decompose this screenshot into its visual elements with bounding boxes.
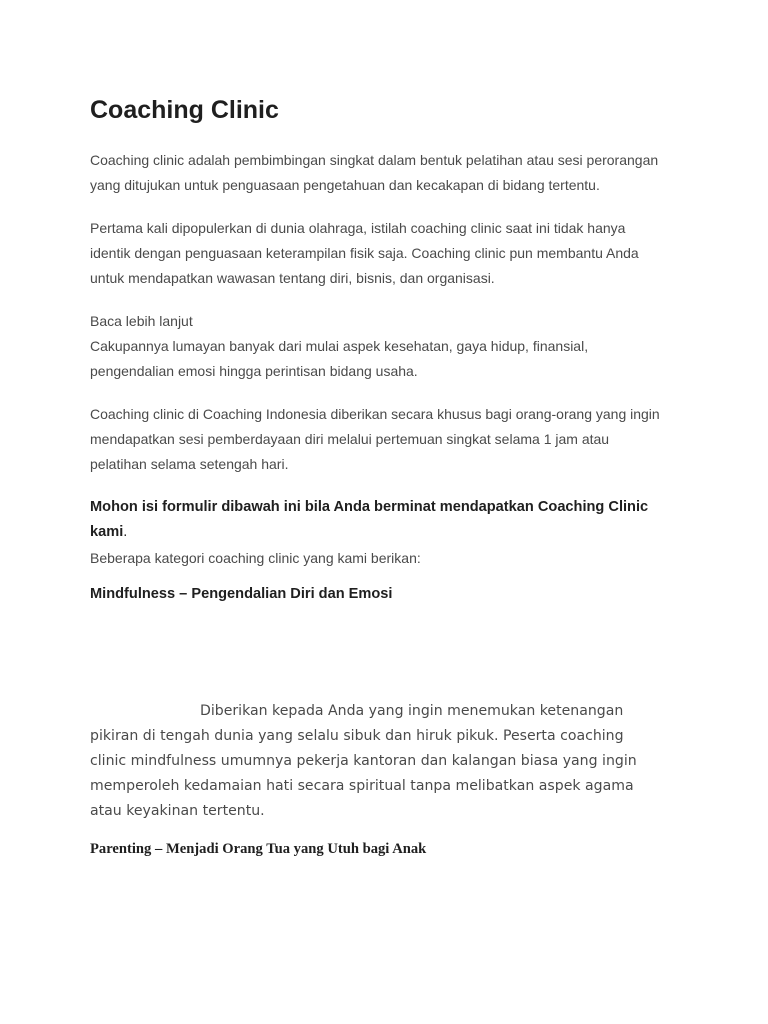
section-parenting: [90, 838, 426, 860]
text-line: Pertama kali dipopulerkan di dunia olahraga, istilah coaching clinic saat ini tidak hanya: [90, 220, 626, 236]
page-title: Coaching Clinic: [90, 96, 279, 124]
text-line: Cakupannya lumayan banyak dari mulai aspek kesehatan, gaya hidup, finansial,: [90, 338, 589, 354]
form-note-line: Mohon isi formulir dibawah ini bila Anda berminat mendapatkan Coaching Clinic: [90, 499, 649, 515]
text-line: mendapatkan sesi pemberdayaan diri melalui pertemuan singkat selama 1 jam atau: [90, 431, 610, 447]
paragraph-offering: [90, 402, 686, 477]
text-line: Diberikan kepada Anda yang ingin menemukan ketenangan: [200, 703, 624, 719]
form-note-line: kami: [90, 524, 124, 540]
text-line: untuk mendapatkan wawasan tentang diri, bisnis, dan organisasi.: [90, 270, 495, 286]
text-line: clinic mindfulness umumnya pekerja kantoran dan kalangan biasa yang ingin: [90, 753, 637, 769]
section-heading-mindfulness: Mindfulness – Pengendalian Diri dan Emosi: [90, 586, 393, 602]
document-body: [90, 94, 686, 605]
categories-intro: Beberapa kategori coaching clinic yang kami berikan:: [90, 550, 421, 566]
section-body-mindfulness: [90, 699, 686, 824]
read-more-text: Baca lebih lanjut: [90, 313, 193, 329]
text-line: pikiran di tengah dunia yang selalu sibuk dan hiruk pikuk. Peserta coaching: [90, 728, 624, 744]
paragraph-history: [90, 216, 686, 291]
text-line: Coaching clinic di Coaching Indonesia diberikan secara khusus bagi orang-orang yang ingin: [90, 406, 660, 422]
form-note-period: .: [123, 524, 128, 540]
text-line: yang ditujukan untuk penguasaan pengetahuan dan kecakapan di bidang tertentu.: [90, 177, 600, 193]
text-line: memperoleh kedamaian hati secara spiritual tanpa melibatkan aspek agama: [90, 778, 634, 794]
text-line: pelatihan selama setengah hari.: [90, 456, 289, 472]
form-note: [90, 495, 686, 545]
paragraph-definition: [90, 148, 686, 198]
text-line: pengendalian emosi hingga perintisan bidang usaha.: [90, 363, 418, 379]
paragraph-scope: [90, 309, 686, 384]
text-line: Coaching clinic adalah pembimbingan singkat dalam bentuk pelatihan atau sesi perorangan: [90, 152, 659, 168]
text-line: identik dengan penguasaan keterampilan fisik saja. Coaching clinic pun membantu Anda: [90, 245, 639, 261]
section-heading-parenting: Parenting – Menjadi Orang Tua yang Utuh bagi Anak: [90, 841, 427, 857]
text-line: atau keyakinan tertentu.: [90, 803, 265, 819]
